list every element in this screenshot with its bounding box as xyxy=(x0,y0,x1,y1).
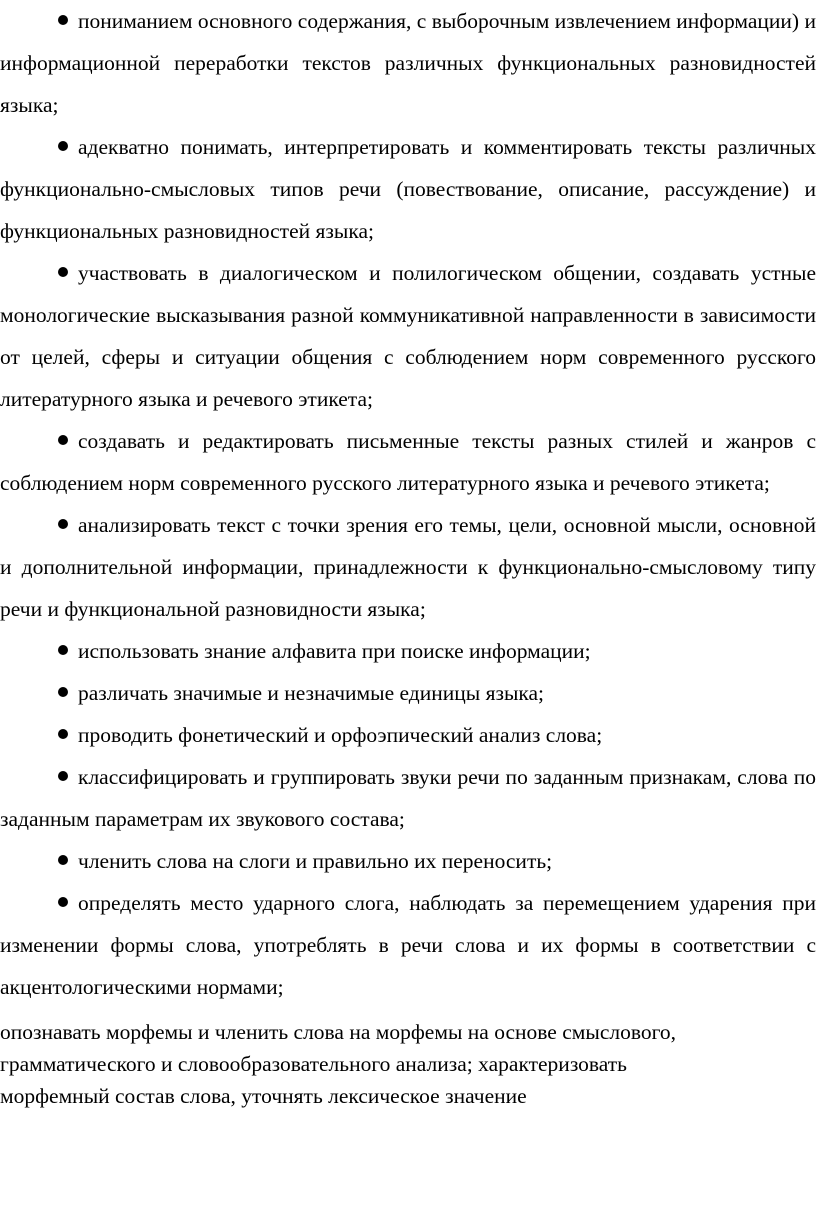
list-item-text: адекватно понимать, интерпретировать и комментировать тексты различных функционально-смысловых типов речи (повествование, описание, рассуждение) и функциональных разновидностей языка; xyxy=(0,135,816,243)
list-item xyxy=(0,672,816,714)
list-item xyxy=(0,252,816,420)
list-item xyxy=(0,714,816,756)
list-item-text: анализировать текст с точки зрения его темы, цели, основной мысли, основной и дополнительной информации, принадлежности к функционально-смысловому типу речи и функциональной разновидности языка; xyxy=(0,513,816,621)
list-item xyxy=(0,630,816,672)
list-item-text: членить слова на слоги и правильно их переносить; xyxy=(78,849,553,873)
list-item xyxy=(0,126,816,252)
list-item-text: создавать и редактировать письменные тексты разных стилей и жанров с соблюдением норм современного русского литературного языка и речевого этикета; xyxy=(0,429,816,495)
tail-line: опознавать морфемы и членить слова на морфемы на основе смыслового, xyxy=(0,1020,677,1044)
list-item xyxy=(0,840,816,882)
list-item xyxy=(0,420,816,504)
tail-line: грамматического и словообразовательного анализа; характеризовать xyxy=(0,1052,627,1076)
list-item-text: определять место ударного слога, наблюдать за перемещением ударения при изменении формы слова, употреблять в речи слова и их формы в соответствии с акцентологическими нормами; xyxy=(0,891,816,999)
list-item-text: классифицировать и группировать звуки речи по заданным признакам, слова по заданным параметрам их звукового состава; xyxy=(0,765,816,831)
list-item xyxy=(0,0,816,126)
list-item xyxy=(0,756,816,840)
list-item-text: проводить фонетический и орфоэпический анализ слова; xyxy=(78,723,603,747)
tail-paragraph xyxy=(0,1016,816,1112)
list-item xyxy=(0,882,816,1008)
list-item-text: участвовать в диалогическом и полилогическом общении, создавать устные монологические высказывания разной коммуникативной направленности в зависимости от целей, сферы и ситуации общения с соблюдением норм современного русского литературного языка и речевого этикета; xyxy=(0,261,816,411)
list-item-text: пониманием основного содержания, с выборочным извлечением информации) и информационной переработки текстов различных функциональных разновидностей языка; xyxy=(0,9,816,117)
list-item-text: различать значимые и незначимые единицы языка; xyxy=(78,681,545,705)
list-item xyxy=(0,504,816,630)
list-item-text: использовать знание алфавита при поиске информации; xyxy=(78,639,591,663)
tail-line: морфемный состав слова, уточнять лексическое значение xyxy=(0,1084,527,1108)
